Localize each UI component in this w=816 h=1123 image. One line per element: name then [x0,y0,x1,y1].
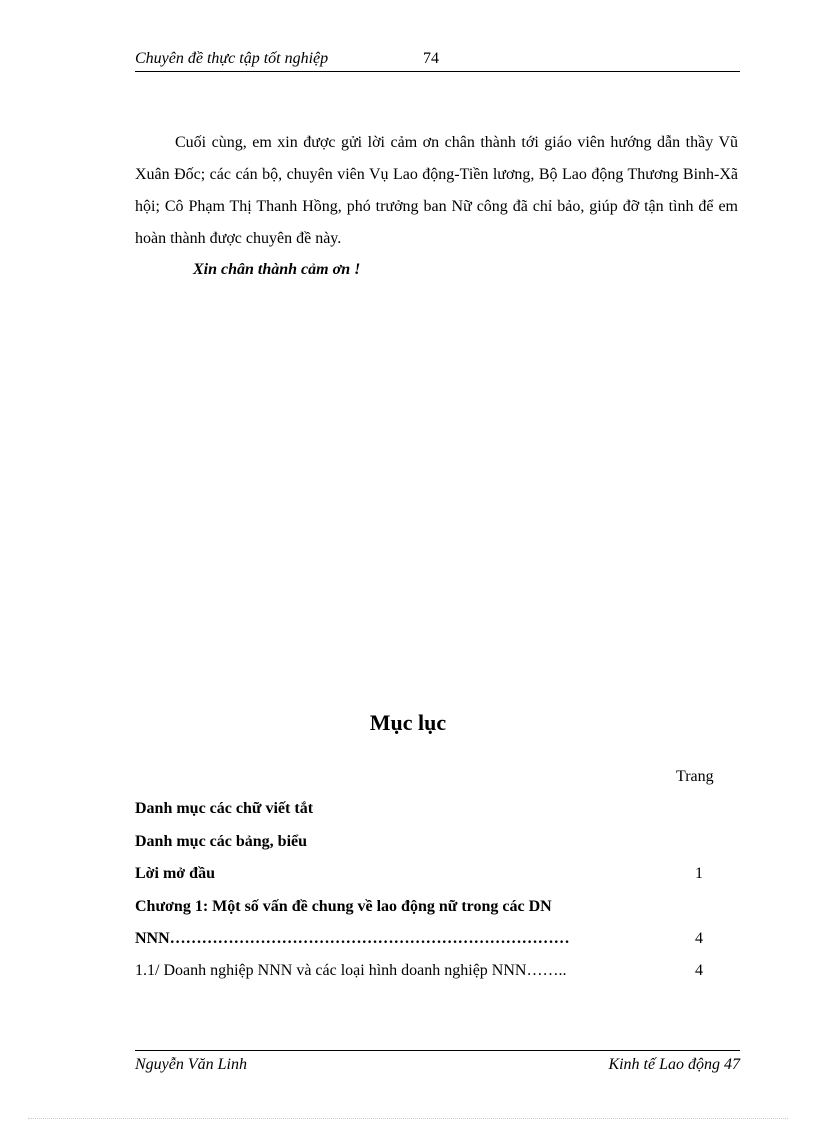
toc-entry-label: 1.1/ Doanh nghiệp NNN và các loại hình doanh nghiệp NNN…….. [135,962,567,979]
toc-entry-label: Chương 1: Một số vấn đề chung về lao động nữ trong các DN [135,898,552,915]
header-document-title: Chuyên đề thực tập tốt nghiệp [135,50,329,67]
page-edge-divider [28,1118,788,1119]
toc-entry-label-bold: NNN………………………………………………………………… [135,930,570,947]
toc-entry-label: Danh mục các bảng, biểu [135,833,308,850]
header-page-number: 74 [423,50,439,67]
footer-author: Nguyễn Văn Linh [135,1056,247,1073]
thanks-line: Xin chân thành cảm ơn ! [193,261,361,278]
toc-entry-page: 1 [695,865,703,882]
acknowledgement-paragraph: Cuối cùng, em xin được gửi lời cảm ơn chân thành tới giáo viên hướng dẫn thầy Vũ Xuân Đốc; các cán bộ, chuyên viên Vụ Lao động-Tiền lương, Bộ Lao động Thương Binh-Xã hội; Cô Phạm Thị Thanh Hồng, phó trưởng ban Nữ công đã chỉ bảo, giúp đỡ tận tình để em hoàn thành được chuyên đề này. [135,134,738,247]
toc-entry-page: 4 [695,962,703,979]
footer-department: Kinh tế Lao động 47 [608,1056,740,1073]
toc-entry-label: Danh mục các chữ viết tắt [135,800,314,817]
toc-entry-page: 4 [695,930,703,947]
toc-page-column-header: Trang [676,768,714,785]
page-header [135,49,740,72]
toc-entry-label [135,930,570,948]
toc-entry-label: Lời mở đầu [135,865,215,882]
toc-title: Mục lục [369,710,447,735]
page-footer [135,1050,740,1073]
acknowledgement-section [135,127,738,255]
